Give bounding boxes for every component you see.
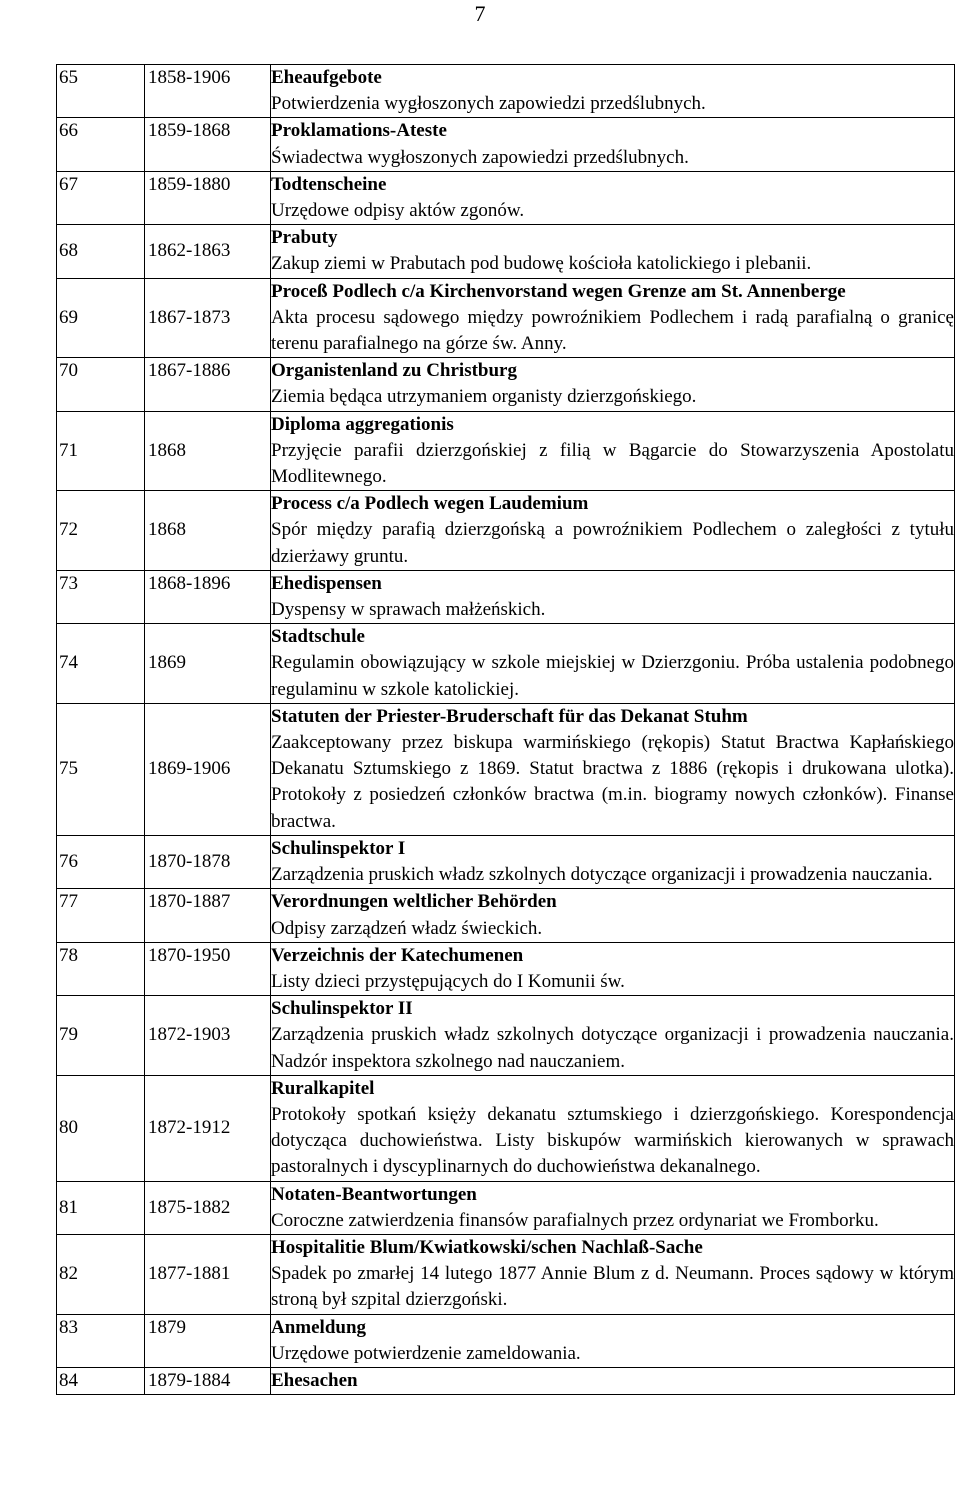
polish-description: Regulamin obowiązujący w szkole miejskiej w Dzierzgoniu. Próba ustalenia podobnego regulaminu w szkole katolickiej.	[271, 652, 954, 700]
german-title: Statuten der Priester-Bruderschaft für das Dekanat Stuhm	[271, 705, 748, 727]
german-title: Schulinspektor II	[271, 998, 413, 1020]
german-title: Proceß Podlech c/a Kirchenvorstand wegen Grenze am St. Annenberge	[271, 280, 846, 302]
date-range: 1858-1906	[145, 65, 271, 118]
german-title: Notaten-Beantwortungen	[271, 1183, 477, 1205]
record-description	[271, 1314, 955, 1367]
archive-inventory-table	[56, 64, 955, 1395]
record-description	[271, 411, 955, 491]
german-title: Anmeldung	[271, 1316, 367, 1338]
record-description	[271, 65, 955, 118]
page-number: 7	[474, 1, 486, 26]
signature-number: 81	[57, 1181, 145, 1234]
signature-number: 72	[57, 491, 145, 571]
signature-number: 84	[57, 1367, 145, 1394]
date-range: 1872-1903	[145, 996, 271, 1076]
table-row	[57, 1075, 955, 1181]
signature-number: 74	[57, 624, 145, 704]
polish-description: Zakup ziemi w Prabutach pod budowę kościoła katolickiego i plebanii.	[271, 253, 812, 275]
date-range: 1869	[145, 624, 271, 704]
record-description	[271, 703, 955, 835]
table-row	[57, 118, 955, 171]
polish-description: Ziemia będąca utrzymaniem organisty dzierzgońskiego.	[271, 386, 697, 408]
record-description	[271, 278, 955, 358]
record-description	[271, 624, 955, 704]
date-range: 1872-1912	[145, 1075, 271, 1181]
date-range: 1859-1868	[145, 118, 271, 171]
signature-number: 82	[57, 1234, 145, 1314]
record-description	[271, 225, 955, 278]
signature-number: 69	[57, 278, 145, 358]
table-row	[57, 835, 955, 888]
polish-description: Przyjęcie parafii dzierzgońskiej z filią w Bągarcie do Stowarzyszenia Apostolatu Modlitewnego.	[271, 439, 954, 488]
polish-description: Zarządzenia pruskich władz szkolnych dotyczące organizacji i prowadzenia nauczania. Nadzór inspektora szkolnego nad nauczaniem.	[271, 1024, 954, 1072]
signature-number: 76	[57, 835, 145, 888]
table-row	[57, 624, 955, 704]
polish-description: Świadectwa wygłoszonych zapowiedzi przedślubnych.	[271, 146, 689, 168]
record-description	[271, 118, 955, 171]
german-title: Diploma aggregationis	[271, 413, 454, 435]
german-title: Verzeichnis der Katechumenen	[271, 944, 524, 966]
german-title: Schulinspektor I	[271, 837, 406, 859]
table-row	[57, 358, 955, 411]
date-range: 1867-1886	[145, 358, 271, 411]
table-row	[57, 411, 955, 491]
date-range: 1867-1873	[145, 278, 271, 358]
polish-description: Spór między parafią dzierzgońską a powroźnikiem Podlechem o zaległości z tytułu dzierżawy gruntu.	[271, 519, 954, 567]
table-row	[57, 570, 955, 623]
table-row	[57, 703, 955, 835]
german-title: Todtenscheine	[271, 173, 387, 195]
polish-description: Urzędowe odpisy aktów zgonów.	[271, 200, 525, 222]
signature-number: 80	[57, 1075, 145, 1181]
table-row	[57, 491, 955, 571]
record-description	[271, 171, 955, 224]
german-title: Proklamations-Ateste	[271, 120, 447, 142]
german-title: Prabuty	[271, 227, 338, 249]
signature-number: 70	[57, 358, 145, 411]
signature-number: 78	[57, 942, 145, 995]
signature-number: 68	[57, 225, 145, 278]
table-row	[57, 225, 955, 278]
polish-description: Dyspensy w sprawach małżeńskich.	[271, 599, 546, 621]
date-range: 1869-1906	[145, 703, 271, 835]
polish-description: Listy dzieci przystępujących do I Komunii św.	[271, 970, 625, 992]
german-title: Verordnungen weltlicher Behörden	[271, 891, 557, 913]
german-title: Ehesachen	[271, 1369, 358, 1391]
date-range: 1859-1880	[145, 171, 271, 224]
polish-description: Coroczne zatwierdzenia finansów parafialnych przez ordynariat we Fromborku.	[271, 1209, 879, 1231]
table-row	[57, 1314, 955, 1367]
signature-number: 66	[57, 118, 145, 171]
date-range: 1877-1881	[145, 1234, 271, 1314]
record-description	[271, 570, 955, 623]
german-title: Stadtschule	[271, 626, 365, 648]
signature-number: 83	[57, 1314, 145, 1367]
german-title: Hospitalitie Blum/Kwiatkowski/schen Nachlaß-Sache	[271, 1236, 703, 1258]
record-description	[271, 1234, 955, 1314]
record-description	[271, 1181, 955, 1234]
polish-description: Odpisy zarządzeń władz świeckich.	[271, 917, 543, 939]
record-description	[271, 996, 955, 1076]
table-row	[57, 65, 955, 118]
table-row	[57, 889, 955, 942]
record-description	[271, 889, 955, 942]
signature-number: 75	[57, 703, 145, 835]
polish-description: Zaakceptowany przez biskupa warmińskiego (rękopis) Statut Bractwa Kapłańskiego Dekanatu Sztumskiego z 1869. Statut bractwa z 1886 (rękopis i drukowana ulotka). Protokoły z posiedzeń członków bractwa (m.in. biogramy nowych członków). Finanse bractwa.	[271, 732, 954, 832]
table-row	[57, 942, 955, 995]
table-row	[57, 1367, 955, 1394]
date-range: 1868-1896	[145, 570, 271, 623]
record-description	[271, 1075, 955, 1181]
date-range: 1870-1950	[145, 942, 271, 995]
signature-number: 67	[57, 171, 145, 224]
record-description	[271, 942, 955, 995]
date-range: 1879	[145, 1314, 271, 1367]
german-title: Process c/a Podlech wegen Laudemium	[271, 493, 589, 515]
date-range: 1870-1887	[145, 889, 271, 942]
record-description	[271, 358, 955, 411]
table-row	[57, 278, 955, 358]
record-description	[271, 835, 955, 888]
german-title: Eheaufgebote	[271, 67, 382, 88]
record-description	[271, 491, 955, 571]
date-range: 1875-1882	[145, 1181, 271, 1234]
table-row	[57, 996, 955, 1076]
signature-number: 79	[57, 996, 145, 1076]
table-row	[57, 1234, 955, 1314]
signature-number: 65	[57, 65, 145, 118]
german-title: Ruralkapitel	[271, 1077, 375, 1099]
signature-number: 71	[57, 411, 145, 491]
polish-description: Protokoły spotkań księży dekanatu sztumskiego i dzierzgońskiego. Korespondencja dotycząca duchowieństwa. Listy biskupów warmińskich kierowanych w sprawach pastoralnych i dyscyplinarnych do duchowieństwa dekanalnego.	[271, 1103, 954, 1178]
date-range: 1862-1863	[145, 225, 271, 278]
table-row	[57, 171, 955, 224]
signature-number: 77	[57, 889, 145, 942]
record-description	[271, 1367, 955, 1394]
signature-number: 73	[57, 570, 145, 623]
date-range: 1870-1878	[145, 835, 271, 888]
date-range: 1879-1884	[145, 1367, 271, 1394]
german-title: Organistenland zu Christburg	[271, 360, 517, 382]
polish-description: Akta procesu sądowego między powroźnikiem Podlechem i radą parafialną o granicę terenu parafialnego na górze św. Anny.	[271, 306, 954, 355]
date-range: 1868	[145, 411, 271, 491]
date-range: 1868	[145, 491, 271, 571]
table-row	[57, 1181, 955, 1234]
polish-description: Urzędowe potwierdzenie zameldowania.	[271, 1342, 581, 1364]
polish-description: Zarządzenia pruskich władz szkolnych dotyczące organizacji i prowadzenia nauczania.	[271, 864, 933, 886]
polish-description: Spadek po zmarłej 14 lutego 1877 Annie Blum z d. Neumann. Proces sądowy w którym stroną był szpital dzierzgoński.	[271, 1263, 954, 1311]
polish-description: Potwierdzenia wygłoszonych zapowiedzi przedślubnych.	[271, 93, 706, 115]
german-title: Ehedispensen	[271, 572, 382, 594]
